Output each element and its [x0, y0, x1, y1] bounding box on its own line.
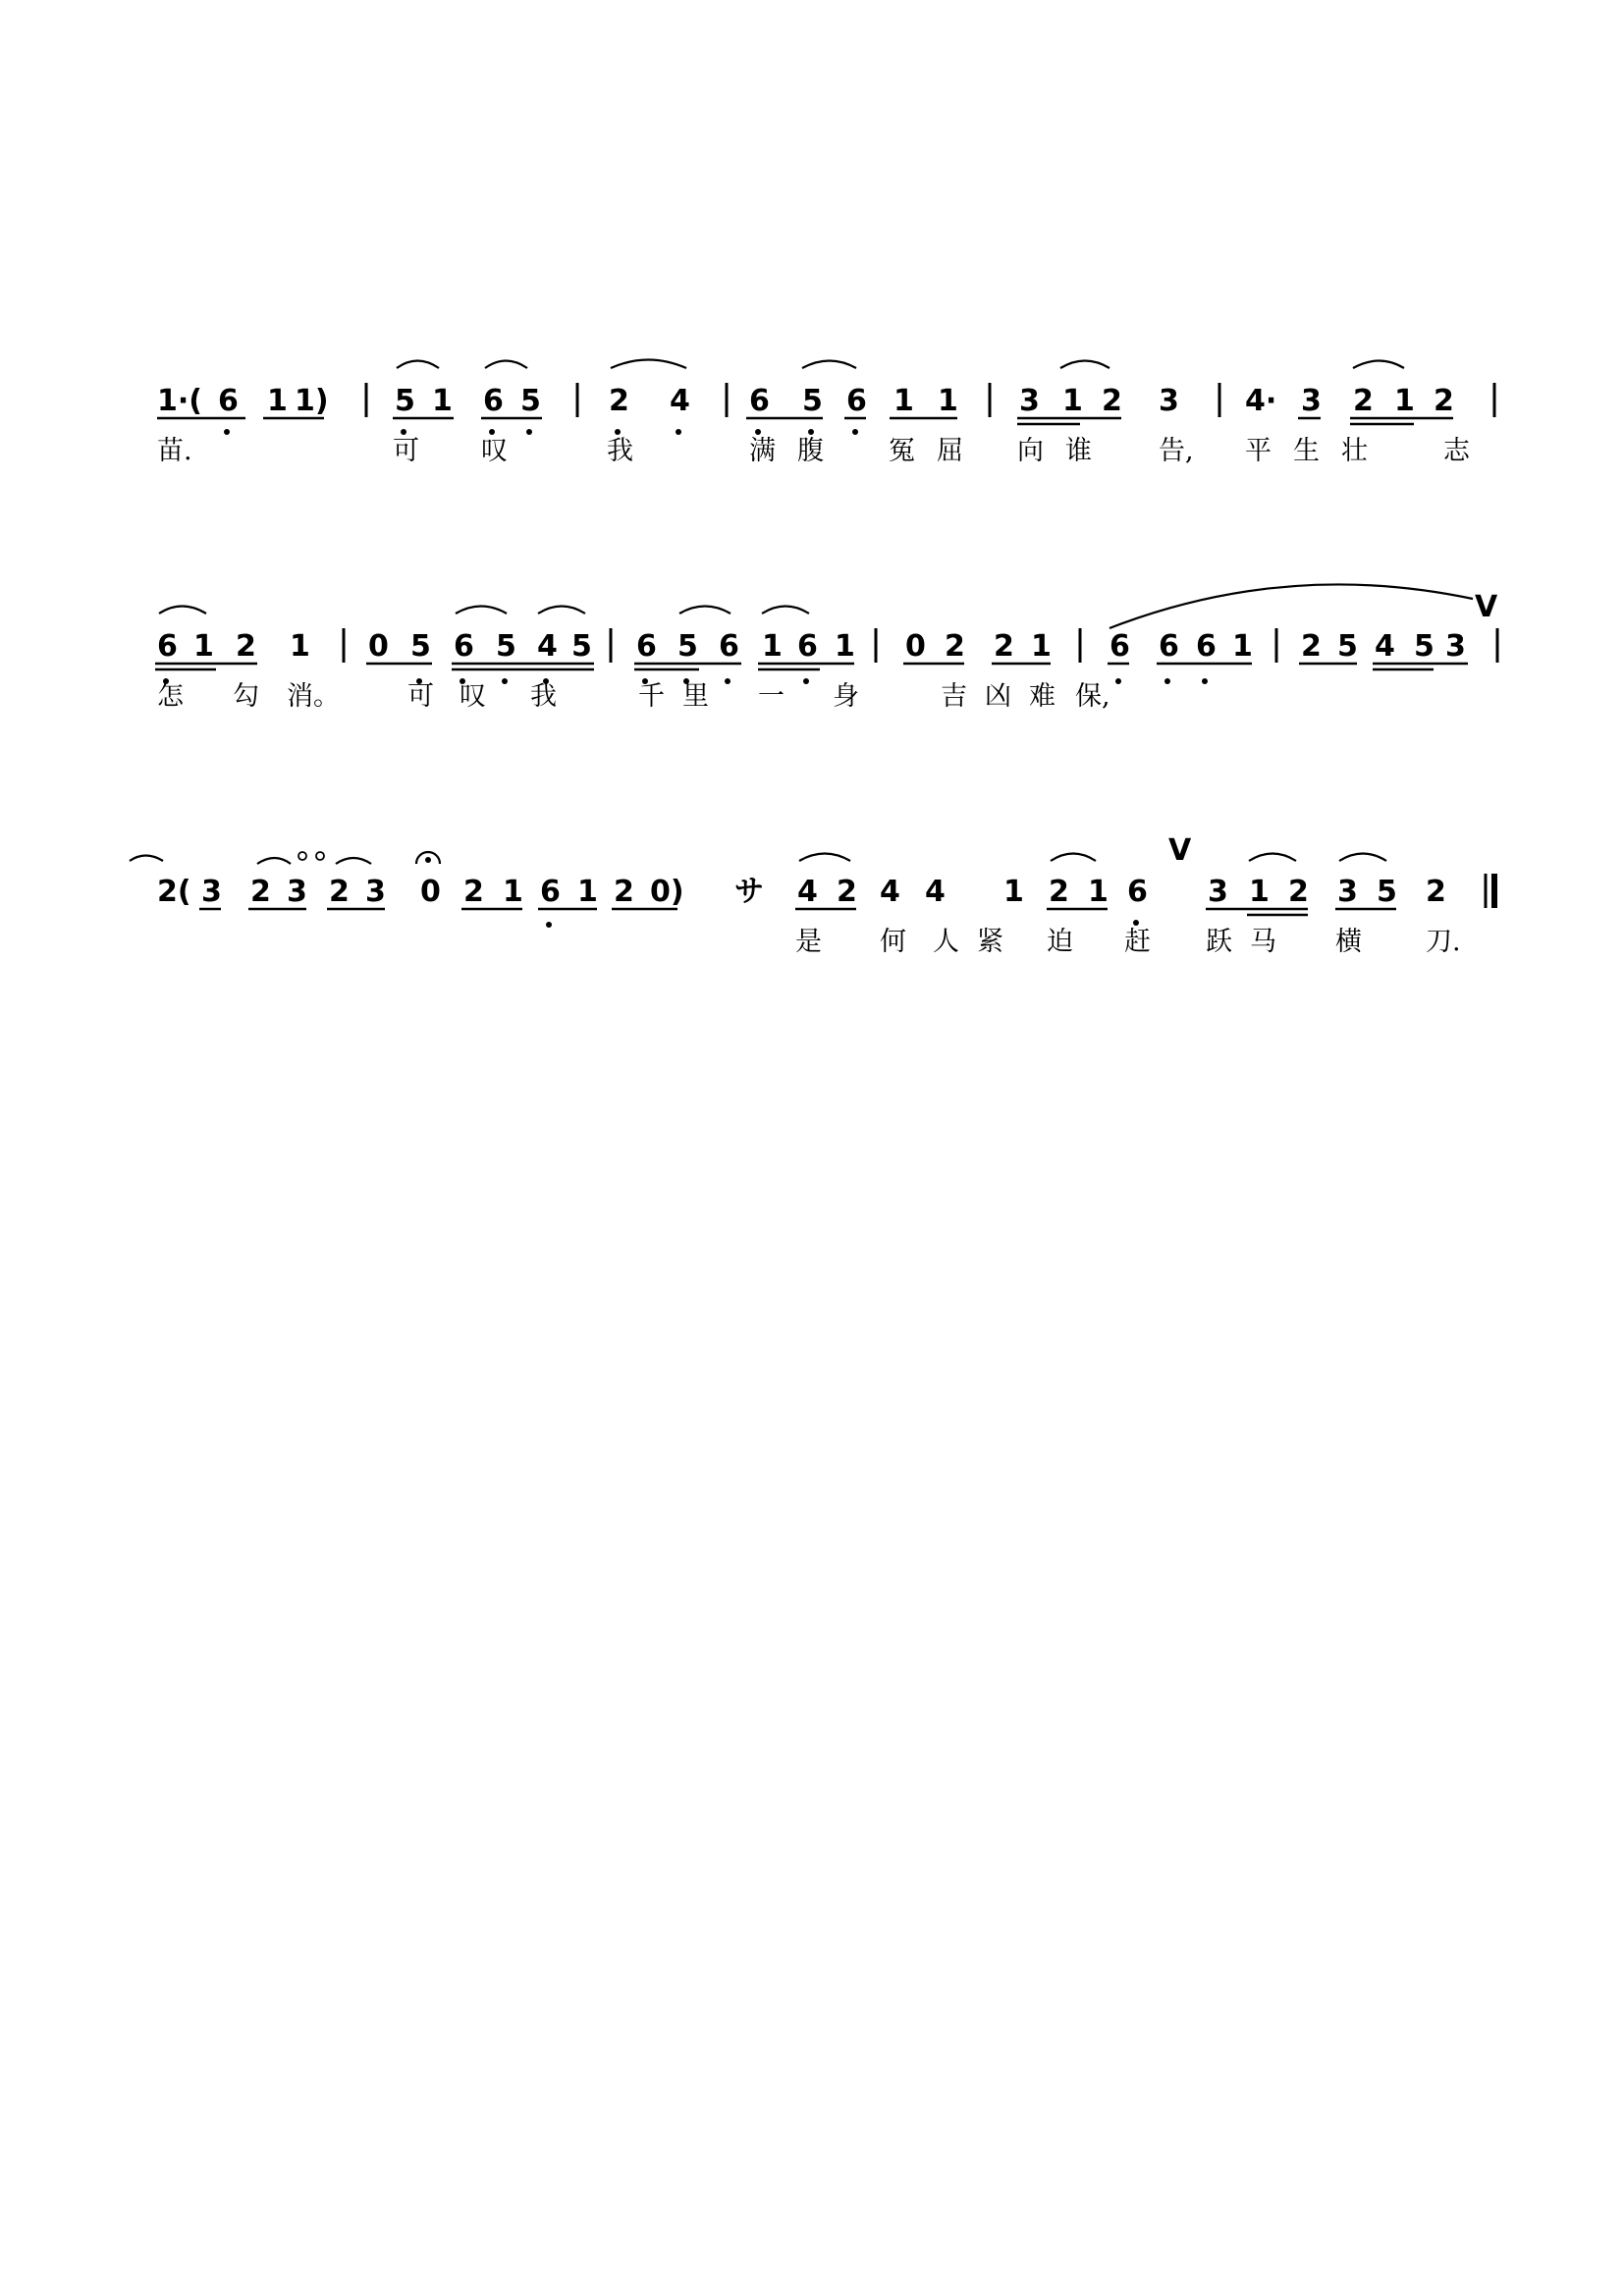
lyric: 吉凶难: [941, 681, 1073, 712]
score-row-3: [130, 833, 1494, 957]
note: V: [1475, 590, 1498, 624]
lyric: 叹: [481, 436, 508, 466]
octave-dot: [224, 429, 230, 435]
note: 6: [218, 384, 239, 418]
note: 5: [802, 384, 823, 418]
slur: [611, 360, 686, 369]
slur: [679, 607, 731, 614]
note: 2: [1049, 875, 1069, 909]
lyric: 身: [833, 681, 859, 712]
note: 3: [1445, 629, 1466, 664]
note: 3: [1208, 875, 1228, 909]
slur: [130, 856, 163, 862]
slur: [1110, 584, 1473, 628]
slur: [1353, 361, 1404, 369]
slur: [159, 607, 206, 614]
lyric: 我: [530, 681, 557, 712]
note: 1: [893, 384, 914, 418]
octave-dot: [676, 429, 681, 435]
lyric: 跃马: [1206, 927, 1294, 957]
note: 2: [1288, 875, 1309, 909]
note: 1: [290, 629, 310, 664]
note: 1: [1088, 875, 1109, 909]
fermata-dot: [425, 857, 431, 863]
octave-dot: [489, 429, 495, 435]
lyric: 告,: [1159, 436, 1194, 466]
note: 0: [420, 875, 441, 909]
note: 4: [1375, 629, 1395, 664]
note: 5: [677, 629, 698, 664]
octave-dot: [546, 922, 552, 928]
note: 6: [1127, 875, 1148, 909]
octave-dot: [1202, 678, 1208, 684]
free-meter-sign: サ: [734, 875, 764, 909]
note: 4: [797, 875, 818, 909]
note: 4: [925, 875, 946, 909]
note: 3: [1019, 384, 1040, 418]
lyric: 横: [1335, 927, 1362, 957]
note: 1: [762, 629, 783, 664]
lyric: 刀.: [1426, 927, 1461, 957]
ornament-circle: [298, 852, 306, 860]
note: 6: [846, 384, 867, 418]
note: 6: [636, 629, 657, 664]
note: 0: [368, 629, 389, 664]
note: 1: [503, 875, 523, 909]
note: 5: [571, 629, 592, 664]
note: 1: [1031, 629, 1052, 664]
octave-dot: [401, 429, 406, 435]
lyric: 何: [880, 927, 906, 957]
note: 6: [1159, 629, 1179, 664]
note: 2: [463, 875, 484, 909]
note: 6: [719, 629, 739, 664]
lyric: 迫: [1047, 927, 1073, 957]
octave-dot: [1115, 678, 1121, 684]
octave-dot: [852, 429, 858, 435]
lyric: 一: [758, 681, 785, 712]
note: 1: [577, 875, 598, 909]
octave-dot: [808, 429, 814, 435]
slur: [802, 361, 856, 369]
note: 2: [1301, 629, 1322, 664]
slur: [336, 858, 371, 864]
note: 3: [287, 875, 307, 909]
note: 2: [1102, 384, 1122, 418]
slur: [257, 858, 291, 864]
note: 1: [835, 629, 855, 664]
note: 2: [609, 384, 629, 418]
octave-dot: [615, 429, 621, 435]
note: 2: [236, 629, 256, 664]
lyric: 消。: [287, 681, 340, 712]
note: 5: [520, 384, 541, 418]
octave-dot: [755, 429, 761, 435]
note: 5: [496, 629, 516, 664]
note: 2(: [157, 875, 191, 909]
lyric: 怎: [157, 681, 184, 712]
note: 1: [938, 384, 958, 418]
note: 6: [157, 629, 178, 664]
score-row-2: [155, 584, 1498, 712]
note: 3: [1301, 384, 1322, 418]
note: 6: [1196, 629, 1217, 664]
lyric: 是: [795, 927, 822, 957]
note: 5: [1377, 875, 1397, 909]
octave-dot: [526, 429, 532, 435]
note: 6: [797, 629, 818, 664]
note: 3: [1337, 875, 1358, 909]
note: 6: [749, 384, 770, 418]
slur: [799, 854, 850, 862]
note: 1·(: [157, 384, 202, 418]
slur: [397, 361, 439, 369]
note: 2: [994, 629, 1014, 664]
lyric: 苗.: [157, 436, 192, 466]
lyric: 可: [407, 681, 434, 712]
note: 1: [267, 384, 288, 418]
lyric: 志: [1443, 436, 1470, 466]
note: 1: [1062, 384, 1083, 418]
lyric: 叹: [460, 681, 486, 712]
note: 5: [410, 629, 431, 664]
lyric: 可: [393, 436, 419, 466]
note: 2: [250, 875, 271, 909]
note: 1: [1394, 384, 1415, 418]
slur: [1339, 854, 1386, 862]
note: 2: [329, 875, 350, 909]
lyric: 我: [607, 436, 633, 466]
note: 6: [483, 384, 504, 418]
note: 4: [880, 875, 900, 909]
lyric: 保,: [1075, 681, 1110, 712]
lyric: 人紧: [933, 927, 1021, 957]
slur: [1249, 854, 1296, 862]
note: 1): [295, 384, 329, 418]
score-row-1: [157, 360, 1494, 467]
slur: [538, 607, 585, 614]
note: 5: [1414, 629, 1435, 664]
lyric: 勾: [233, 681, 259, 712]
octave-dot: [502, 678, 508, 684]
note: 4·: [1245, 384, 1277, 418]
lyric: 赶: [1124, 927, 1151, 957]
slur: [762, 607, 809, 614]
slur: [1060, 361, 1110, 369]
note: 6: [540, 875, 561, 909]
note: 1: [432, 384, 453, 418]
note: 0): [650, 875, 684, 909]
note: 1: [193, 629, 214, 664]
octave-dot: [1133, 920, 1139, 926]
lyric: 千里: [638, 681, 727, 712]
note: 2: [837, 875, 857, 909]
octave-dot: [1164, 678, 1170, 684]
note: 1: [1003, 875, 1024, 909]
note: 3: [201, 875, 222, 909]
note: 3: [1159, 384, 1179, 418]
lyric: 满腹: [749, 436, 845, 466]
note: 5: [1337, 629, 1358, 664]
ornament-circle: [316, 852, 324, 860]
slur: [1051, 854, 1096, 862]
note: 3: [365, 875, 386, 909]
note: 4: [537, 629, 558, 664]
slur: [456, 607, 507, 614]
note: 2: [1434, 384, 1454, 418]
lyric: 平生壮: [1245, 436, 1389, 466]
note: 2: [614, 875, 634, 909]
slur: [485, 361, 527, 369]
note: 6: [1110, 629, 1130, 664]
note: 6: [454, 629, 474, 664]
note: 2: [1426, 875, 1446, 909]
note: 1: [1249, 875, 1270, 909]
lyric: 向谁: [1017, 436, 1113, 466]
note: 0: [905, 629, 926, 664]
octave-dot: [803, 678, 809, 684]
breath-mark: V: [1168, 833, 1192, 868]
note: 1: [1232, 629, 1253, 664]
note: 5: [395, 384, 415, 418]
note: 2: [1353, 384, 1374, 418]
note: 4: [670, 384, 690, 418]
note: 2: [945, 629, 965, 664]
lyric: 冤屈: [889, 436, 985, 466]
